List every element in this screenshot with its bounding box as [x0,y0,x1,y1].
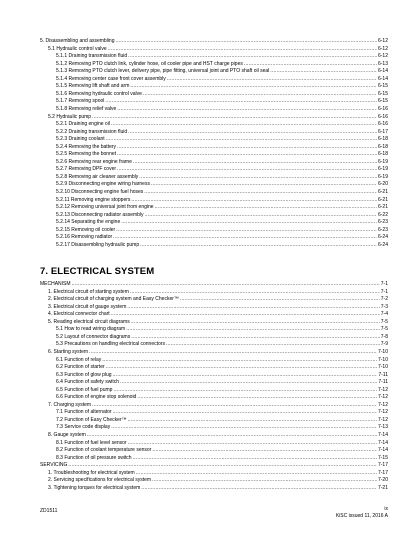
toc-entry-title: 6.5 Function of fuel pump [56,386,113,393]
toc-entry-title: 7.3 Service code display [56,424,111,431]
toc-entry[interactable] [56,364,388,370]
toc-entry-page: 6-12 [377,53,388,60]
toc-entry-page: 6-19 [377,166,388,173]
dot-leader [117,106,377,112]
toc-entry[interactable] [48,485,388,491]
toc-entry-page: 7-21 [377,484,388,491]
dot-leader [167,76,377,82]
dot-leader [72,281,380,287]
toc-entry[interactable] [56,98,388,104]
dot-leader [113,234,377,240]
dot-leader [155,204,377,210]
toc-entry-title: 6.6 Function of engine stop solenoid [56,394,137,401]
toc-entry[interactable] [48,319,388,325]
dot-leader [117,166,377,172]
footer-right [336,506,388,520]
toc-entry-title: 7.2 Function of Easy Checker™ [56,416,127,423]
toc-entry-page: 6-20 [377,181,388,188]
toc-entry-page: 7-1 [380,288,388,295]
toc-entry[interactable] [48,402,388,408]
toc-entry-page: 7-15 [377,454,388,461]
toc-entry[interactable] [40,281,388,287]
toc-entry-title: 6.2 Function of starter [56,364,105,371]
toc-entry-title: 5.2.9 Disconnecting engine wiring harness [56,181,150,188]
toc-entry-title: 5.2.2 Draining transmission fluid [56,128,128,135]
toc-entry-title: 5.2.15 Removing oil cooler [56,226,116,233]
footer-issue: KiSC issued 11, 2016 A [335,513,388,519]
toc-entry-page: 6-19 [377,158,388,165]
toc-entry-title: 5.2.5 Removing the bonnet [56,151,117,158]
toc-entry[interactable] [56,341,388,347]
toc-entry-title: 6.1 Function of relay [56,356,102,363]
toc-entry-title: 2. Servicing specifications for electrical system [48,477,152,484]
toc-entry-page: 7-5 [380,318,388,325]
toc-entry-page: 7-14 [377,447,388,454]
toc-entry-page: 6-18 [377,143,388,150]
dot-leader [131,197,377,203]
toc-entry-title: 5.2.17 Disassembling hydraulic pump [56,241,140,248]
dot-leader [140,242,377,248]
toc-entry-title: 5.2.4 Removing the battery [56,143,117,150]
toc-entry[interactable] [56,129,388,135]
toc-entry-page: 6-15 [377,83,388,90]
toc-entry-title: 5.2 Hydraulic pump [48,113,92,120]
dot-leader [117,151,377,157]
dot-leader [152,477,377,483]
toc-entry-page: 7-12 [377,409,388,416]
dot-leader [102,357,377,363]
toc-entry-title: 5.1 Hydraulic control valve [48,45,107,52]
dot-leader [113,409,377,415]
toc-entry[interactable] [56,106,388,112]
dot-leader [131,319,380,325]
toc-entry-title: 5.2.10 Disconnecting engine fuel hoses [56,189,144,195]
toc-entry[interactable] [56,387,388,393]
toc-entry-page: 7-12 [377,401,388,408]
toc-entry-page: 7-8 [380,333,388,340]
toc-entry[interactable] [56,61,388,67]
toc-entry[interactable] [48,432,388,438]
dot-leader [270,68,377,74]
dot-leader [128,53,377,59]
dot-leader [128,440,377,446]
toc-entry-page: 7-17 [377,469,388,476]
dot-leader [144,189,377,195]
dot-leader [130,289,380,295]
toc-entry-page: 7-10 [377,356,388,363]
toc-entry-title: 1. Troubleshooting for electrical system [48,469,135,476]
toc-entry-page: 7-10 [377,364,388,371]
toc-entry-page: 7-20 [377,477,388,484]
toc-entry-title: SERVICING [40,462,68,469]
toc-entry-page: 6-23 [377,226,388,233]
dot-leader [117,144,377,150]
toc-entry[interactable] [40,462,388,468]
toc-entry-page: 6-22 [377,211,388,218]
toc-entry-page: 6-19 [377,173,388,180]
dot-leader [115,38,377,44]
dot-leader [136,470,377,476]
dot-leader [108,46,377,52]
toc-entry[interactable] [56,227,388,233]
toc-entry-title: 5. Reading electrical circuit diagrams [48,318,130,325]
toc-entry[interactable] [56,334,388,340]
toc-entry-title: 5.1.7 Removing spool [56,98,105,105]
toc-entry-title: 5.2.8 Removing air cleaner assembly [56,173,139,180]
toc-entry-page: 6-14 [377,68,388,75]
toc-entry-page: 6-16 [377,121,388,128]
toc-entry[interactable] [56,189,388,195]
dot-leader [111,424,377,430]
toc-entry-page: 7-9 [380,341,388,348]
toc-entry-page: 7-13 [377,424,388,431]
toc-entry-title: 5. Disassembling and assembling [40,38,115,44]
toc-entry-title: 7. Charging system [48,401,92,408]
toc-entry[interactable] [56,326,388,332]
dot-leader [128,129,377,135]
toc-entry-title: 5.2.16 Removing radiator [56,234,113,241]
toc-entry[interactable] [56,417,388,423]
dot-leader [113,372,378,378]
toc-entry-title: 5.3 Precautions on handling electrical connectors [56,341,165,348]
toc-entry[interactable] [56,379,388,385]
toc-entry-page: 7-4 [380,311,388,318]
toc-entry-title: 5.2.13 Disconnecting radiator assembly [56,211,144,218]
toc-entry[interactable] [56,409,388,415]
dot-leader [128,417,377,423]
toc-entry-page: 6-15 [377,90,388,97]
toc-entry[interactable] [56,53,388,59]
toc-entry[interactable] [48,296,388,302]
dot-leader [106,364,377,370]
toc-entry-title: 5.1.3 Removing PTO clutch lever, delivery pipe, pipe fitting, universal joint and PTO shaft oil seal [56,68,270,75]
dot-leader [68,462,377,468]
toc-entry[interactable] [56,234,388,240]
toc-entry-title: 5.2.6 Removing rear engine frame [56,158,132,165]
toc-entry-title: 5.1.2 Removing PTO clutch link, cylinder hose, oil cooler pipe and HST charge pipes [56,60,243,67]
dot-leader [92,114,377,120]
toc-entry[interactable] [56,68,388,74]
toc-entry-page: 7-10 [377,348,388,355]
toc-entry-page: 6-21 [377,189,388,195]
dot-leader [113,387,377,393]
toc-entry-title: 6.4 Function of safety switch [56,379,120,386]
toc-entry[interactable] [56,242,388,248]
dot-leader [106,136,377,142]
toc-entry[interactable] [56,166,388,172]
dot-leader [166,341,380,347]
toc-entry-page: 6-21 [377,204,388,211]
dot-leader [152,447,377,453]
toc-entry-page: 6-18 [377,151,388,158]
dot-leader [89,349,377,355]
toc-entry-title: 4. Electrical connector chart [48,311,110,318]
toc-entry[interactable] [56,174,388,180]
toc-entry-title: 1. Electrical circuit of starting system [48,288,129,295]
toc-entry-title: 5.2.1 Draining engine oil [56,121,110,128]
toc-entry-page: 7-3 [380,303,388,310]
toc-entry[interactable] [56,197,388,203]
toc-entry-page: 6-13 [377,60,388,67]
toc-entry-title: 5.2 Layout of connector diagrams [56,333,131,340]
toc-entry-page: 6-23 [377,219,388,226]
footer-doc-code: ZD1511 [40,508,58,514]
toc-entry-page: 6-21 [377,196,388,203]
toc-entry-title: 5.1.4 Removing center case front cover assembly [56,75,166,82]
toc-entry-page: 7-12 [377,386,388,393]
footer-page-number: ix [384,506,388,512]
dot-leader [111,121,377,127]
dot-leader [137,394,377,400]
toc-entry[interactable] [56,151,388,157]
dot-leader [131,334,380,340]
toc-entry[interactable] [48,304,388,310]
toc-entry-title: 5.1.1 Draining transmission fluid [56,53,128,60]
toc-entry-title: 8.2 Function of coolant temperature sensor [56,447,152,454]
toc-entry-title: 5.2.7 Removing DPF cover [56,166,117,173]
dot-leader [126,326,380,332]
toc-entry-page: 6-16 [377,113,388,120]
toc-entry-title: 5.1 How to read wiring diagram [56,326,126,333]
toc-entry[interactable] [48,46,388,52]
dot-leader [111,311,380,317]
dot-leader [130,83,377,89]
toc-entry-title: 5.2.3 Draining coolant [56,136,105,143]
toc-entry-page: 6-15 [377,98,388,105]
dot-leader [133,455,377,461]
toc-entry-title: 3. Electrical circuit of gauge system [48,303,127,310]
toc-entry[interactable] [48,114,388,120]
toc-entry[interactable] [48,289,388,295]
toc-entry-page: 7-11 [378,371,388,378]
toc-entry-title: 8.1 Function of fuel level sensor [56,439,127,446]
toc-entry-title: 5.1.6 Removing hydraulic control valve [56,90,142,97]
dot-leader [143,91,377,97]
toc-entry[interactable] [56,424,388,430]
dot-leader [244,61,377,67]
toc-entry-page: 7-14 [377,432,388,438]
chapter-title: 7. ELECTRICAL SYSTEM [40,266,155,277]
toc-entry-page: 7-14 [377,439,388,446]
toc-entry[interactable] [56,136,388,142]
toc-entry-title: 5.2.12 Removing universal joint from engine [56,204,154,211]
toc-entry[interactable] [56,91,388,97]
toc-entry-page: 6-24 [377,234,388,241]
toc-entry[interactable] [48,477,388,483]
toc-entry[interactable] [56,212,388,218]
toc-entry-title: 5.2.14 Separating the engine [56,219,121,226]
toc-entry-page: 7-12 [377,416,388,423]
toc-entry-title: 6.3 Function of glow plug [56,371,112,378]
toc-entry-page: 6-18 [377,136,388,143]
toc-entry[interactable] [56,447,388,453]
toc-entry-page: 6-16 [377,105,388,112]
dot-leader [145,212,377,218]
toc-entry[interactable] [40,38,388,44]
toc-entry-title: 3. Tightening torques for electrical system [48,484,141,491]
dot-leader [127,304,379,310]
toc-entry-page: 7-1 [380,281,388,287]
toc-entry[interactable] [48,311,388,317]
toc-entry-page: 6-12 [377,38,388,44]
toc-entry-page: 7-17 [377,462,388,469]
toc-entry[interactable] [56,394,388,400]
toc-entry[interactable] [56,372,388,378]
toc-entry[interactable] [56,159,388,165]
toc-entry-title: 8.3 Function of oil pressure switch [56,454,132,461]
toc-entry-title: MECHANISM [40,281,71,287]
dot-leader [105,98,377,104]
toc-entry-title: 5.1.8 Removing relief valve [56,105,117,112]
dot-leader [133,159,377,165]
toc-entry[interactable] [56,204,388,210]
toc-entry[interactable] [56,455,388,461]
toc-entry-title: 2. Electrical circuit of charging system and Easy Checker™ [48,296,179,303]
dot-leader [139,174,377,180]
dot-leader [151,181,377,187]
toc-entry-page: 6-17 [377,128,388,135]
toc-entry[interactable] [56,76,388,82]
dot-leader [180,296,380,302]
toc-entry[interactable] [56,357,388,363]
toc-entry[interactable] [56,440,388,446]
toc-entry-page: 6-14 [377,75,388,82]
dot-leader [141,485,377,491]
dot-leader [92,402,377,408]
toc-entry-title: 7.1 Function of alternator [56,409,112,416]
toc-entry[interactable] [56,144,388,150]
toc-entry-page: 7-12 [377,394,388,401]
toc-entry[interactable] [56,181,388,187]
toc-entry[interactable] [56,219,388,225]
toc-entry-title: 6. Starting system [48,348,89,355]
dot-leader [116,227,377,233]
toc-entry-page: 6-24 [377,241,388,248]
toc-entry-page: 7-5 [380,326,388,333]
toc-entry-title: 8. Gauge system [48,432,86,438]
dot-leader [121,219,377,225]
toc-entry[interactable] [48,470,388,476]
toc-entry-page: 7-2 [380,296,388,303]
toc-entry-page: 6-12 [377,45,388,52]
toc-entry-title: 5.1.5 Removing lift shaft and arm [56,83,130,90]
dot-leader [120,379,377,385]
toc-entry[interactable] [56,83,388,89]
toc-entry-page: 7-11 [378,379,388,386]
dot-leader [87,432,377,438]
toc-entry-title: 5.2.11 Removing engine stoppers [56,196,131,203]
toc-entry[interactable] [56,121,388,127]
toc-entry[interactable] [48,349,388,355]
